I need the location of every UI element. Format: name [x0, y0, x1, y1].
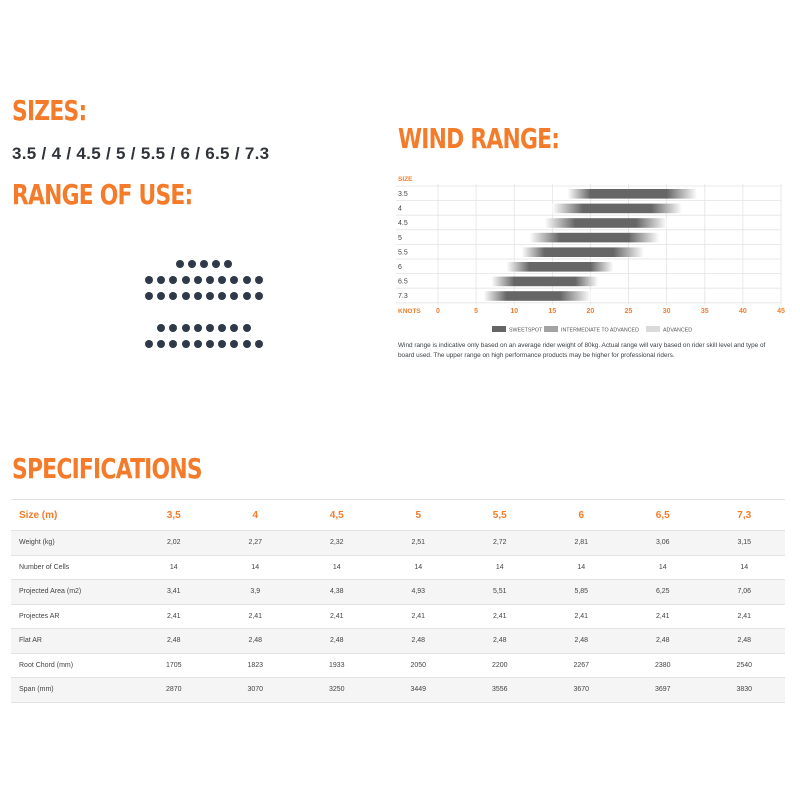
spec-header-size: 4,5 [296, 500, 378, 531]
spec-cell: 2,48 [296, 629, 378, 654]
range-dot [194, 324, 202, 332]
spec-header-size: 4 [215, 500, 297, 531]
wind-range-bar [484, 291, 591, 301]
spec-row-label: Projectes AR [11, 604, 133, 629]
wind-range-bar [491, 277, 598, 287]
size-tick-label: 4 [398, 205, 402, 213]
spec-cell: 2870 [133, 678, 215, 703]
specifications-heading: SPECIFICATIONS [12, 452, 202, 485]
size-tick-label: 7.3 [398, 293, 408, 301]
legend-swatch [544, 326, 558, 332]
spec-cell: 2,51 [378, 531, 460, 556]
range-dot [157, 292, 165, 300]
range-dot [169, 276, 177, 284]
legend-label: SWEETSPOT [509, 327, 543, 334]
spec-cell: 3556 [459, 678, 541, 703]
x-tick-label: 30 [662, 307, 671, 315]
spec-row-label: Span (mm) [11, 678, 133, 703]
range-dot [206, 340, 214, 348]
range-dot [230, 324, 238, 332]
spec-cell: 2,48 [622, 629, 704, 654]
spec-header-size: 5,5 [459, 500, 541, 531]
spec-cell: 2,48 [215, 629, 297, 654]
size-tick-label: 6.5 [398, 278, 408, 286]
spec-cell: 2,41 [215, 604, 297, 629]
x-tick-label: 10 [510, 307, 519, 315]
range-dot [230, 276, 238, 284]
range-dot [169, 340, 177, 348]
x-tick-label: 25 [624, 307, 633, 315]
range-dot [182, 324, 190, 332]
spec-cell: 2200 [459, 653, 541, 678]
spec-row-label: Flat AR [11, 629, 133, 654]
range-dot [206, 324, 214, 332]
range-dot [169, 324, 177, 332]
spec-cell: 14 [541, 555, 623, 580]
range-dot [206, 276, 214, 284]
wind-range-bar [522, 247, 644, 257]
range-dot [194, 292, 202, 300]
table-row [11, 555, 785, 580]
spec-cell: 2,48 [541, 629, 623, 654]
legend-swatch [492, 326, 506, 332]
range-dot [176, 260, 184, 268]
range-of-use-heading: RANGE OF USE: [12, 178, 193, 211]
sizes-list: 3.5 / 4 / 4.5 / 5 / 5.5 / 6 / 6.5 / 7.3 [12, 144, 270, 163]
spec-cell: 2,48 [378, 629, 460, 654]
range-dot [182, 276, 190, 284]
spec-cell: 2,32 [296, 531, 378, 556]
spec-cell: 2,48 [704, 629, 786, 654]
wind-range-bar [552, 204, 682, 214]
spec-cell: 2,41 [296, 604, 378, 629]
range-dot [206, 292, 214, 300]
spec-cell: 3670 [541, 678, 623, 703]
spec-header-size: 7,3 [704, 500, 786, 531]
spec-cell: 2380 [622, 653, 704, 678]
range-dot [145, 292, 153, 300]
spec-header-row [11, 500, 785, 531]
spec-cell: 4,93 [378, 580, 460, 605]
range-dot [182, 292, 190, 300]
range-dot [255, 340, 263, 348]
range-dot [188, 260, 196, 268]
range-dot [243, 276, 251, 284]
specifications-table [11, 499, 785, 703]
size-tick-label: 5 [398, 234, 402, 242]
spec-cell: 14 [296, 555, 378, 580]
spec-cell: 2,41 [704, 604, 786, 629]
table-row [11, 678, 785, 703]
spec-cell: 3,06 [622, 531, 704, 556]
spec-cell: 4,38 [296, 580, 378, 605]
spec-cell: 3830 [704, 678, 786, 703]
spec-cell: 2,41 [378, 604, 460, 629]
spec-cell: 2540 [704, 653, 786, 678]
spec-cell: 2,72 [459, 531, 541, 556]
spec-cell: 5,85 [541, 580, 623, 605]
range-dot [157, 340, 165, 348]
wind-range-bar [568, 189, 698, 199]
range-dot [224, 260, 232, 268]
range-dot [194, 340, 202, 348]
range-dot [157, 276, 165, 284]
table-row [11, 604, 785, 629]
spec-header-size: 3,5 [133, 500, 215, 531]
spec-cell: 2050 [378, 653, 460, 678]
spec-cell: 3,9 [215, 580, 297, 605]
size-tick-label: 4.5 [398, 220, 408, 228]
spec-cell: 3070 [215, 678, 297, 703]
size-tick-label: 3.5 [398, 191, 408, 198]
table-row [11, 531, 785, 556]
range-dot [218, 276, 226, 284]
range-dot [157, 324, 165, 332]
range-dot [243, 324, 251, 332]
spec-row-label: Weight (kg) [11, 531, 133, 556]
spec-header-size: 6,5 [622, 500, 704, 531]
spec-cell: 3250 [296, 678, 378, 703]
spec-cell: 3697 [622, 678, 704, 703]
spec-cell: 2,41 [133, 604, 215, 629]
x-axis-label: KNOTS [398, 307, 421, 315]
spec-cell: 2,27 [215, 531, 297, 556]
range-dot [145, 276, 153, 284]
spec-cell: 2,48 [459, 629, 541, 654]
range-dot [169, 292, 177, 300]
range-dot [212, 260, 220, 268]
range-dot [243, 340, 251, 348]
spec-cell: 1823 [215, 653, 297, 678]
x-tick-label: 0 [436, 307, 440, 315]
size-tick-label: 5.5 [398, 249, 408, 257]
spec-cell: 14 [459, 555, 541, 580]
y-axis-label: SIZE [398, 176, 413, 183]
spec-cell: 5,51 [459, 580, 541, 605]
spec-cell: 3449 [378, 678, 460, 703]
range-dot [182, 340, 190, 348]
x-tick-label: 20 [586, 307, 595, 315]
spec-header-label: Size (m) [11, 500, 133, 531]
x-tick-label: 35 [700, 307, 709, 315]
wind-range-heading: WIND RANGE: [398, 122, 560, 155]
spec-cell: 1705 [133, 653, 215, 678]
range-dot [218, 340, 226, 348]
spec-cell: 2,41 [541, 604, 623, 629]
range-dot [218, 292, 226, 300]
range-dot [230, 340, 238, 348]
table-row [11, 629, 785, 654]
table-row [11, 653, 785, 678]
range-dot [200, 260, 208, 268]
legend-label: ADVANCED [663, 327, 693, 334]
range-dot [194, 276, 202, 284]
x-tick-label: 15 [548, 307, 557, 315]
spec-row-label: Number of Cells [11, 555, 133, 580]
wind-range-bar [545, 218, 667, 228]
wind-range-chart [396, 172, 788, 338]
spec-cell: 14 [622, 555, 704, 580]
wind-range-note: Wind range is indicative only based on an average rider weight of 80kg. Actual range will vary based on rider skill level and type of board used. The upper range on high performance products may be higher for professional riders. [398, 342, 766, 359]
range-dot [243, 292, 251, 300]
table-row [11, 580, 785, 605]
spec-cell: 2,81 [541, 531, 623, 556]
spec-cell: 1933 [296, 653, 378, 678]
sizes-heading: SIZES: [12, 94, 87, 127]
spec-cell: 6,25 [622, 580, 704, 605]
spec-cell: 14 [704, 555, 786, 580]
spec-header-size: 6 [541, 500, 623, 531]
spec-cell: 14 [215, 555, 297, 580]
range-dot [230, 292, 238, 300]
spec-cell: 3,41 [133, 580, 215, 605]
spec-cell: 2267 [541, 653, 623, 678]
legend-label: INTERMEDIATE TO ADVANCED [561, 327, 639, 334]
x-tick-label: 45 [777, 307, 785, 315]
spec-cell: 2,41 [459, 604, 541, 629]
x-tick-label: 5 [474, 307, 479, 315]
spec-header-size: 5 [378, 500, 460, 531]
spec-cell: 14 [378, 555, 460, 580]
size-tick-label: 6 [398, 264, 402, 271]
spec-cell: 2,41 [622, 604, 704, 629]
range-dot [255, 292, 263, 300]
spec-cell: 7,06 [704, 580, 786, 605]
range-dot [145, 340, 153, 348]
spec-row-label: Root Chord (mm) [11, 653, 133, 678]
x-tick-label: 40 [738, 307, 747, 315]
spec-cell: 3,15 [704, 531, 786, 556]
spec-cell: 2,02 [133, 531, 215, 556]
range-dot [218, 324, 226, 332]
wind-range-bar [507, 262, 614, 272]
spec-cell: 2,48 [133, 629, 215, 654]
legend-swatch [646, 326, 660, 332]
spec-row-label: Projected Area (m2) [11, 580, 133, 605]
range-dot [255, 276, 263, 284]
wind-range-bar [529, 233, 659, 243]
spec-cell: 14 [133, 555, 215, 580]
